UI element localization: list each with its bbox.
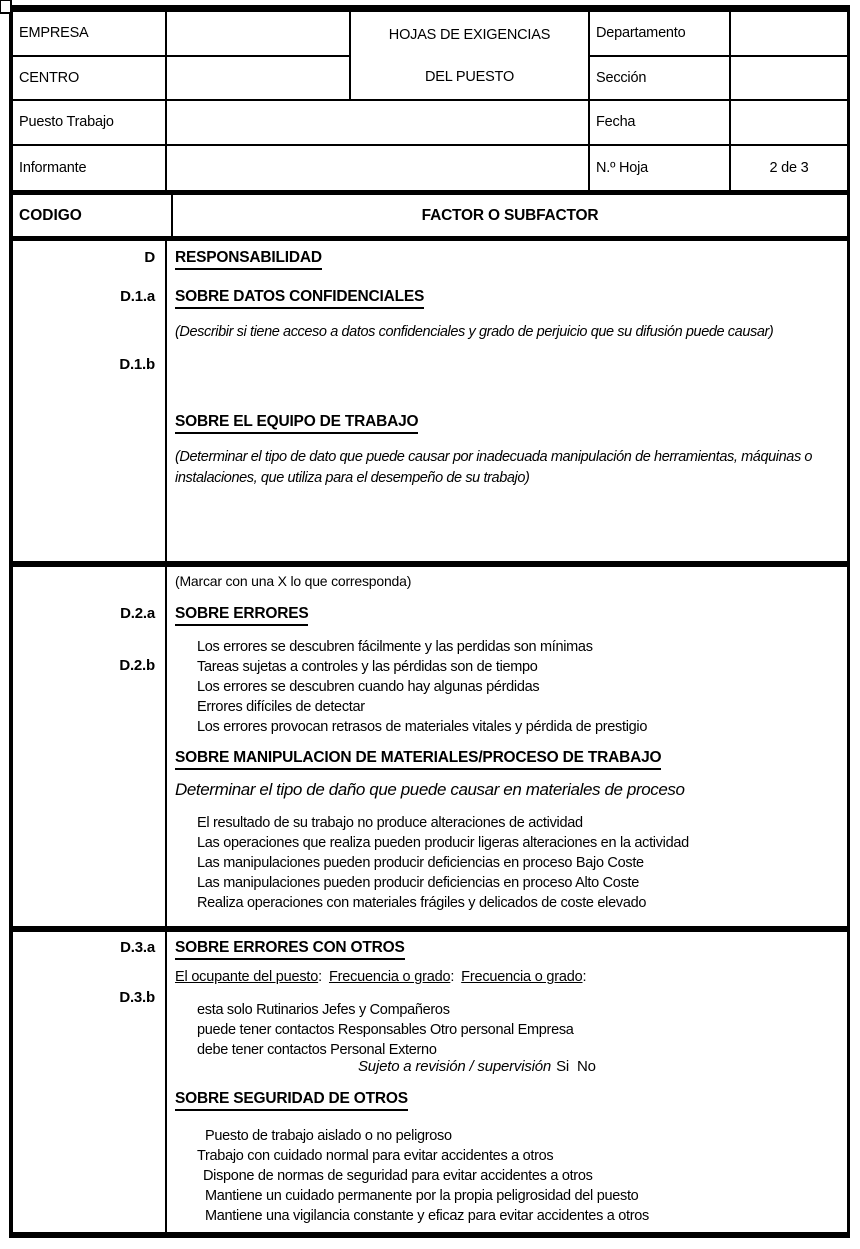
list-item: debe tener contactos Personal Externo — [197, 1042, 437, 1058]
ocupante-phrase: El ocupante del puesto — [175, 969, 319, 985]
list-item: Las manipulaciones pueden producir deficiencias en proceso Bajo Coste — [197, 855, 644, 871]
paragraph-datos: (Describir si tiene acceso a datos confidenciales y grado de perjuicio que su difusión puede causar) — [175, 324, 774, 340]
corner-artifact — [0, 0, 12, 14]
fecha-label: Fecha — [590, 101, 731, 146]
seccion-label: Sección — [590, 57, 731, 102]
code-d3b: D.3.b — [119, 989, 155, 1006]
frecuencia-phrase: Frecuencia o grado — [328, 969, 451, 985]
list-item: Mantiene un cuidado permanente por la propia peligrosidad del puesto — [205, 1188, 639, 1204]
colon: : — [582, 969, 587, 985]
form-sheet — [9, 5, 850, 1238]
codigo-column-header: CODIGO — [13, 195, 173, 236]
puesto-trabajo-label: Puesto Trabajo — [13, 101, 167, 146]
sujeto-revision-line — [358, 1058, 596, 1075]
colon: : — [450, 969, 455, 985]
heading-seguridad-de-otros: SOBRE SEGURIDAD DE OTROS — [175, 1090, 408, 1111]
heading-manipulacion: SOBRE MANIPULACION DE MATERIALES/PROCESO DE TRABAJO — [175, 749, 661, 770]
marcar-instruction: (Marcar con una X lo que corresponda) — [175, 573, 412, 589]
heading-errores-con-otros: SOBRE ERRORES CON OTROS — [175, 939, 405, 960]
heading-datos-confidenciales: SOBRE DATOS CONFIDENCIALES — [175, 288, 424, 309]
list-item: Mantiene una vigilancia constante y eficaz para evitar accidentes a otros — [205, 1208, 649, 1224]
contactos-option-list — [197, 1000, 574, 1060]
seccion-value-cell — [731, 57, 847, 102]
list-item: Errores difíciles de detectar — [197, 699, 365, 715]
determinar-instruction: Determinar el tipo de daño que puede causar en materiales de proceso — [175, 780, 685, 799]
section-d2 — [13, 567, 847, 926]
errores-option-list — [197, 637, 647, 737]
informante-label: Informante — [13, 146, 167, 191]
list-item: Las manipulaciones pueden producir deficiencias en proceso Alto Coste — [197, 875, 639, 891]
code-d2b: D.2.b — [119, 657, 155, 674]
form-header-table — [13, 12, 847, 190]
heading-responsabilidad: RESPONSABILIDAD — [175, 249, 322, 270]
list-item: Los errores se descubren fácilmente y las perdidas son mínimas — [197, 639, 593, 655]
heading-sobre-errores: SOBRE ERRORES — [175, 605, 308, 626]
list-item: Tareas sujetas a controles y las pérdidas son de tiempo — [197, 659, 538, 675]
ocupante-frequency-line — [175, 969, 586, 985]
section-d1 — [13, 241, 847, 561]
departamento-label: Departamento — [590, 12, 731, 57]
informante-value-cell — [167, 146, 590, 191]
code-d1a: D.1.a — [120, 288, 155, 305]
empresa-value-cell — [167, 12, 351, 57]
column-header-row — [13, 195, 847, 236]
sujeto-revision-text: Sujeto a revisión / supervisión — [358, 1058, 552, 1075]
num-hoja-label: N.º Hoja — [590, 146, 731, 191]
centro-value-cell — [167, 57, 351, 102]
list-item: Los errores se descubren cuando hay algunas pérdidas — [197, 679, 540, 695]
list-item: Puesto de trabajo aislado o no peligroso — [205, 1128, 452, 1144]
list-item: Dispone de normas de seguridad para evitar accidentes a otros — [203, 1168, 593, 1184]
code-d3a: D.3.a — [120, 939, 155, 956]
code-d1b: D.1.b — [119, 356, 155, 373]
puesto-trabajo-value-cell — [167, 101, 590, 146]
list-item: Las operaciones que realiza pueden producir ligeras alteraciones en la actividad — [197, 835, 689, 851]
form-title — [351, 12, 590, 101]
list-item: Los errores provocan retrasos de materiales vitales y pérdida de prestigio — [197, 719, 648, 735]
factor-column-header: FACTOR O SUBFACTOR — [421, 206, 599, 224]
list-item: El resultado de su trabajo no produce alteraciones de actividad — [197, 815, 583, 831]
manipulacion-option-list — [197, 813, 689, 913]
centro-label: CENTRO — [13, 57, 167, 102]
departamento-value-cell — [731, 12, 847, 57]
seguridad-option-list — [197, 1126, 649, 1226]
list-item: Trabajo con cuidado normal para evitar accidentes a otros — [197, 1148, 554, 1164]
num-hoja-value: 2 de 3 — [769, 159, 809, 176]
fecha-value-cell — [731, 101, 847, 146]
form-title-line1: HOJAS DE EXIGENCIAS — [388, 26, 551, 43]
section-d3 — [13, 932, 847, 1232]
paragraph-equipo: (Determinar el tipo de dato que puede causar por inadecuada manipulación de herramientas, máquinas o instalaciones, que utiliza para el desempeño de su trabajo) — [175, 449, 813, 486]
code-d: D — [144, 249, 155, 266]
list-item: Realiza operaciones con materiales frágiles y delicados de coste elevado — [197, 895, 647, 911]
heading-equipo-trabajo: SOBRE EL EQUIPO DE TRABAJO — [175, 413, 418, 434]
si-no-options: Si No — [556, 1058, 596, 1075]
list-item: puede tener contactos Responsables Otro personal Empresa — [197, 1022, 574, 1038]
form-title-line2: DEL PUESTO — [424, 68, 515, 85]
list-item: esta solo Rutinarios Jefes y Compañeros — [197, 1002, 450, 1018]
colon: : — [318, 969, 322, 985]
empresa-label: EMPRESA — [13, 12, 167, 57]
frecuencia-phrase: Frecuencia o grado — [461, 969, 583, 985]
code-d2a: D.2.a — [120, 605, 155, 622]
